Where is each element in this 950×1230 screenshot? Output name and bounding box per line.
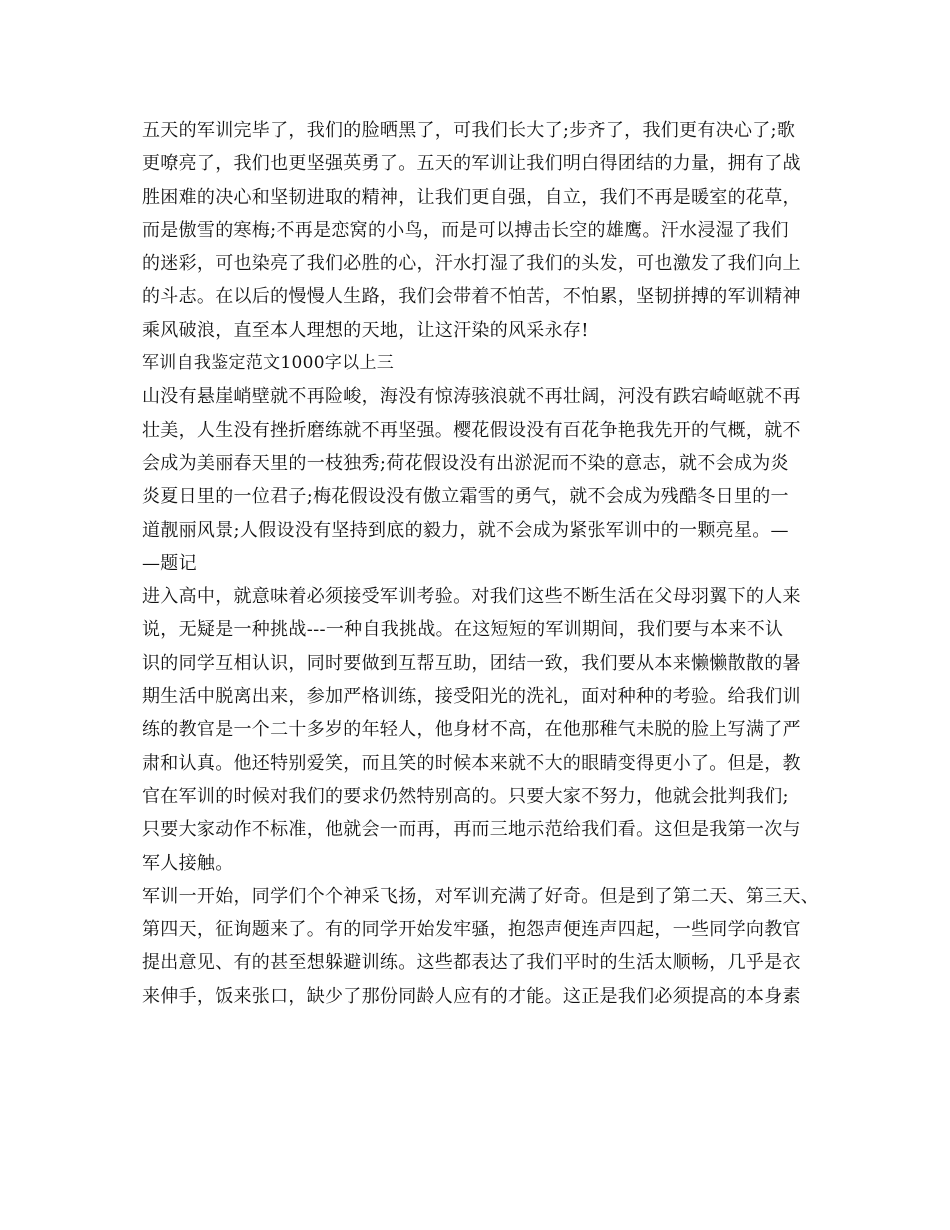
text-line: 五天的军训完毕了，我们的脸晒黑了，可我们长大了;步齐了，我们更有决心了;歌 — [142, 120, 796, 141]
text-line: 提出意见、有的甚至想躲避训练。这些都表达了我们平时的生活太顺畅，几乎是衣 — [142, 952, 801, 974]
text-line: 而是傲雪的寒梅;不再是恋窝的小鸟，而是可以搏击长空的雄鹰。汗水浸湿了我们 — [142, 219, 789, 241]
text-line: —题记 — [142, 552, 197, 574]
text-line: 说，无疑是一种挑战---一种自我挑战。在这短短的军训期间，我们要与本来不认 — [142, 619, 784, 641]
text-line: 肃和认真。他还特别爱笑，而且笑的时候本来就不大的眼睛变得更小了。但是，教 — [142, 752, 801, 774]
text-line: 会成为美丽春天里的一枝独秀;荷花假设没有出淤泥而不染的意志，就不会成为炎 — [142, 452, 789, 474]
text-line: 壮美，人生没有挫折磨练就不再坚强。樱花假设没有百花争艳我先开的气概，就不 — [142, 419, 801, 441]
text-line: 更嘹亮了，我们也更坚强英勇了。五天的军训让我们明白得团结的力量，拥有了战 — [142, 153, 801, 175]
document-body — [142, 114, 832, 1013]
text-line: 第四天，征询题来了。有的同学开始发牢骚，抱怨声便连声四起，一些同学向教官 — [142, 919, 801, 941]
text-line: 识的同学互相认识，同时要做到互帮互助，团结一致，我们要从本来懒懒散散的暑 — [142, 652, 801, 674]
text-line: 来伸手，饭来张口，缺少了那份同龄人应有的才能。这正是我们必须提高的本身素 — [142, 985, 801, 1007]
text-line: 炎夏日里的一位君子;梅花假设没有傲立霜雪的勇气，就不会成为残酷冬日里的一 — [142, 486, 789, 508]
text-line: 军人接触。 — [142, 852, 234, 874]
text-line: 练的教官是一个二十多岁的年轻人，他身材不高，在他那稚气未脱的脸上写满了严 — [142, 719, 801, 741]
text-line: 的斗志。在以后的慢慢人生路，我们会带着不怕苦，不怕累，坚韧拼搏的军训精神 — [142, 286, 801, 308]
text-line: 道靓丽风景;人假设没有坚持到底的毅力，就不会成为紧张军训中的一颗亮星。— — [142, 519, 789, 541]
section-heading: 军训自我鉴定范文1000字以上三 — [142, 353, 395, 374]
text-line: 山没有悬崖峭壁就不再险峻，海没有惊涛骇浪就不再壮阔，河没有跌宕崎岖就不再 — [142, 386, 801, 408]
text-line: 军训一开始，同学们个个神采飞扬，对军训充满了好奇。但是到了第二天、第三天、 — [142, 885, 820, 907]
text-line: 只要大家动作不标准，他就会一而再，再而三地示范给我们看。这但是我第一次与 — [142, 819, 801, 841]
text-line: 乘风破浪，直至本人理想的天地，让这汗染的风采永存! — [142, 319, 589, 341]
text-line: 胜困难的决心和坚韧进取的精神，让我们更自强，自立，我们不再是暖室的花草， — [142, 186, 801, 208]
text-line: 期生活中脱离出来，参加严格训练，接受阳光的洗礼，面对种种的考验。给我们训 — [142, 686, 801, 708]
text-line: 官在军训的时候对我们的要求仍然特别高的。只要大家不努力，他就会批判我们; — [142, 785, 789, 807]
text-line: 的迷彩，可也染亮了我们必胜的心，汗水打湿了我们的头发，可也激发了我们向上 — [142, 253, 801, 275]
text-line: 进入高中，就意味着必须接受军训考验。对我们这些不断生活在父母羽翼下的人来 — [142, 586, 801, 608]
